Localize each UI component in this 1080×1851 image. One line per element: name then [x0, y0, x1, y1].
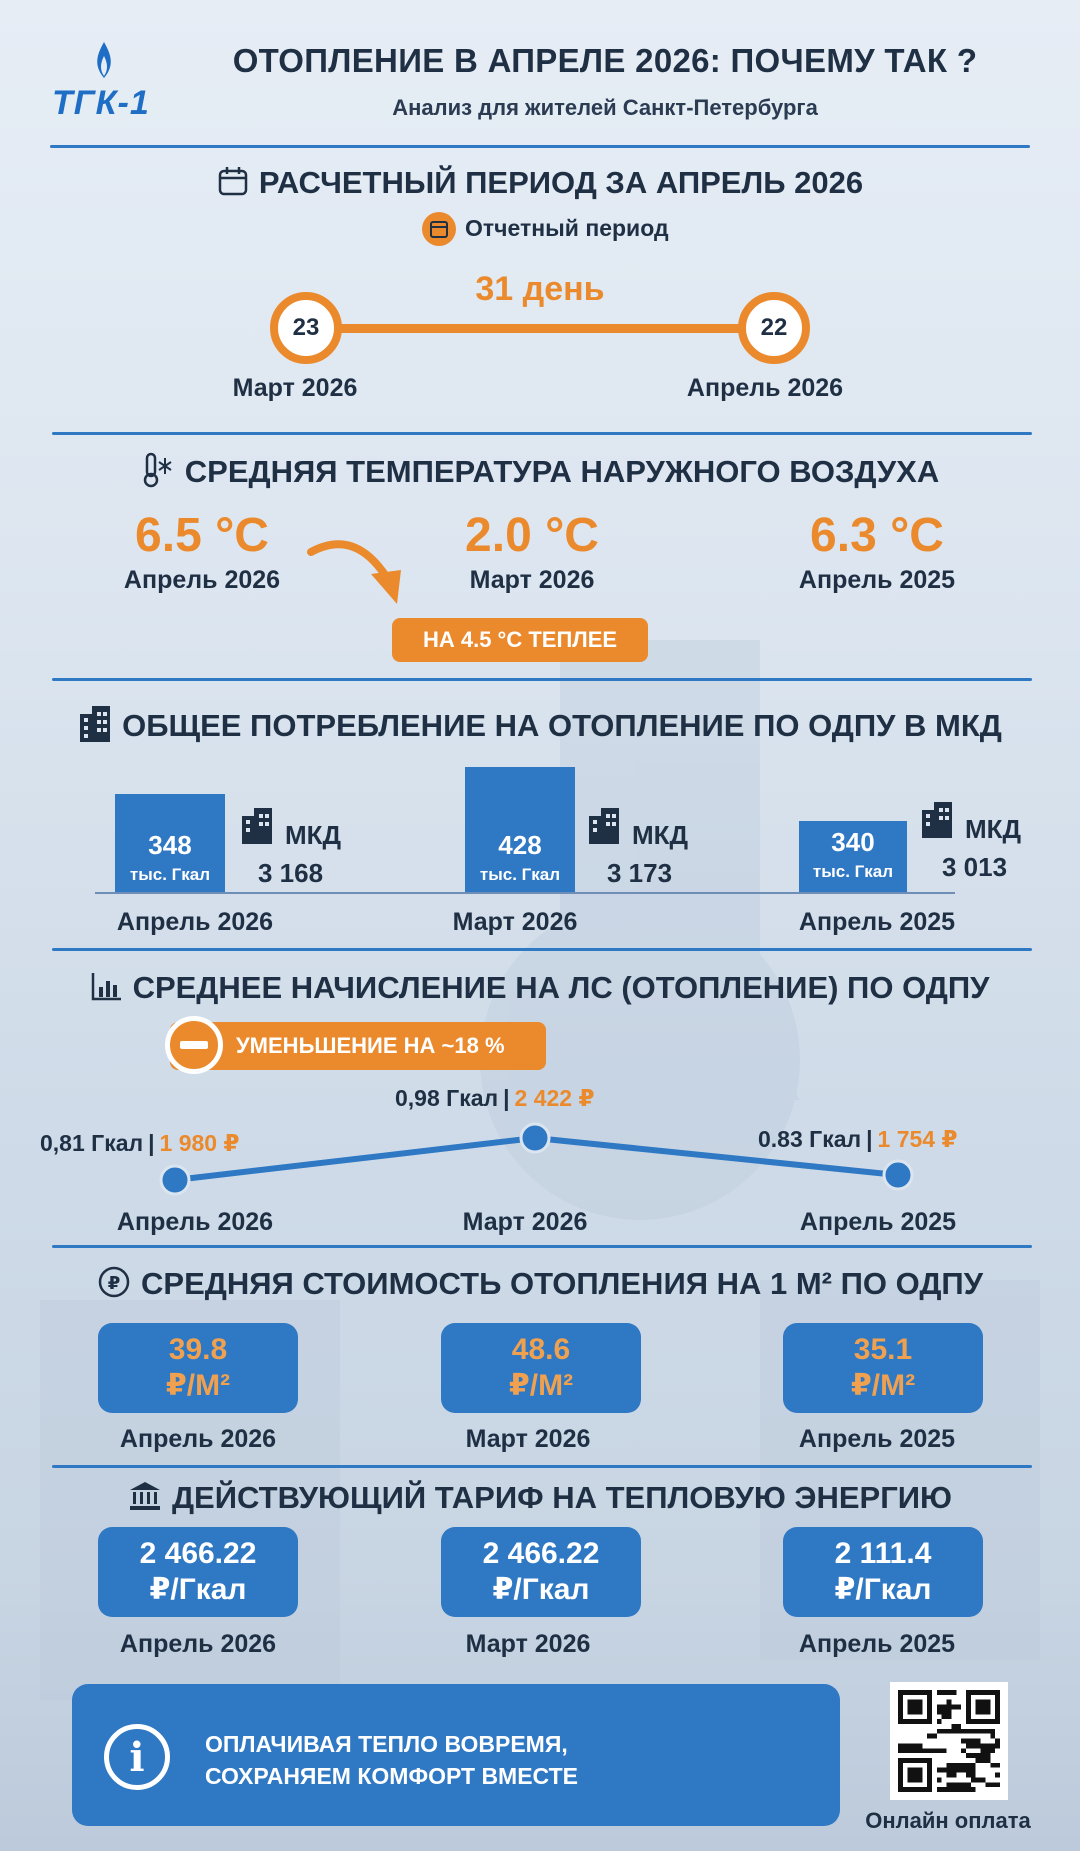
- consumption-label-mar2026: Март 2026: [452, 908, 578, 936]
- timeline-start-day: 23: [270, 292, 342, 364]
- temp-label-apr2025: Апрель 2025: [798, 566, 956, 594]
- consumption-bar-mar2026: 428 тыс. Гкал: [465, 767, 575, 892]
- tariff-label-mar2026: Март 2026: [465, 1630, 591, 1658]
- qr-code[interactable]: [890, 1682, 1008, 1800]
- cost-label-apr2025: Апрель 2025: [798, 1425, 956, 1453]
- temp-value-apr2026: 6.5 °C: [135, 509, 269, 562]
- temp-value-apr2025: 6.3 °C: [810, 509, 944, 562]
- temperature-section-title: СРЕДНЯЯ ТЕМПЕРАТУРА НАРУЖНОГО ВОЗДУХА: [0, 452, 1080, 496]
- logo-text: ТГК-1: [52, 84, 150, 122]
- ruble-icon: [97, 1265, 131, 1307]
- page-subtitle: Анализ для жителей Санкт-Петербурга: [392, 95, 818, 120]
- charge-point-label-apr2026: 0,81 Гкал | 1 980 ₽: [40, 1130, 240, 1156]
- cost-box-mar2026: 48.6 ₽/М²: [441, 1323, 641, 1413]
- consumption-label-apr2026: Апрель 2026: [116, 908, 274, 936]
- tariff-section-title: ДЕЙСТВУЮЩИЙ ТАРИФ НА ТЕПЛОВУЮ ЭНЕРГИЮ: [0, 1480, 1080, 1520]
- info-icon: i: [104, 1724, 170, 1790]
- temp-difference-badge: НА 4.5 °C ТЕПЛЕЕ: [392, 618, 648, 662]
- page-title: ОТОПЛЕНИЕ В АПРЕЛЕ 2026: ПОЧЕМУ ТАК ?: [232, 42, 978, 79]
- tariff-box-apr2026: 2 466.22 ₽/Гкал: [98, 1527, 298, 1617]
- qr-label: Онлайн оплата: [865, 1808, 1031, 1833]
- footer-message: ОПЛАЧИВАЯ ТЕПЛО ВОВРЕМЯ, СОХРАНЯЕМ КОМФОРТ ВМЕСТЕ: [205, 1731, 578, 1789]
- timeline-end-month: Апрель 2026: [686, 374, 844, 402]
- mkd-count-apr2026: 3 168: [258, 858, 324, 888]
- consumption-section-title: ОБЩЕЕ ПОТРЕБЛЕНИЕ НА ОТОПЛЕНИЕ ПО ОДПУ В МКД: [0, 704, 1080, 752]
- charge-point-1: [521, 1124, 549, 1152]
- divider: [52, 1465, 1032, 1468]
- consumption-bar-apr2025: 340 тыс. Гкал: [799, 821, 907, 892]
- mkd-count-mar2026: 3 173: [607, 858, 673, 888]
- cost-box-apr2026: 39.8 ₽/М²: [98, 1323, 298, 1413]
- mkd-count-apr2025: 3 013: [942, 852, 1008, 882]
- cost-label-apr2026: Апрель 2026: [119, 1425, 277, 1453]
- mkd-label: МКД: [285, 820, 342, 850]
- consumption-label-apr2025: Апрель 2025: [798, 908, 956, 936]
- period-days: 31 день: [475, 270, 605, 308]
- cost-box-apr2025: 35.1 ₽/М²: [783, 1323, 983, 1413]
- period-badge-label: Отчетный период: [465, 215, 669, 241]
- tariff-label-apr2026: Апрель 2026: [119, 1630, 277, 1658]
- charge-point-2: [884, 1161, 912, 1189]
- cost-label-mar2026: Март 2026: [465, 1425, 591, 1453]
- timeline-start-month: Март 2026: [232, 374, 358, 402]
- charge-label-apr2026: Апрель 2026: [116, 1208, 274, 1236]
- charge-point-label-mar2026: 0,98 Гкал | 2 422 ₽: [395, 1085, 595, 1111]
- temp-label-mar2026: Март 2026: [469, 566, 595, 594]
- reduction-badge: УМЕНЬШЕНИЕ НА ~18 %: [170, 1022, 546, 1070]
- svg-text:₽: ₽: [107, 1273, 121, 1294]
- bank-icon: [128, 1480, 162, 1520]
- tariff-box-mar2026: 2 466.22 ₽/Гкал: [441, 1527, 641, 1617]
- charge-label-mar2026: Март 2026: [462, 1208, 588, 1236]
- mkd-label: МКД: [632, 820, 689, 850]
- consumption-bar-apr2026: 348 тыс. Гкал: [115, 794, 225, 892]
- charge-section-title: СРЕДНЕЕ НАЧИСЛЕНИЕ НА ЛС (ОТОПЛЕНИЕ) ПО ОДПУ: [0, 970, 1080, 1009]
- cost-section-title: ₽ СРЕДНЯЯ СТОИМОСТЬ ОТОПЛЕНИЯ НА 1 М² ПО ОДПУ: [0, 1265, 1080, 1307]
- temp-value-mar2026: 2.0 °C: [465, 509, 599, 562]
- divider: [52, 1245, 1032, 1248]
- timeline-end-day: 22: [738, 292, 810, 364]
- mkd-label: МКД: [965, 814, 1022, 844]
- charge-point-label-apr2025: 0.83 Гкал | 1 754 ₽: [758, 1126, 958, 1152]
- temp-label-apr2026: Апрель 2026: [123, 566, 281, 594]
- charge-label-apr2025: Апрель 2025: [799, 1208, 957, 1236]
- tariff-label-apr2025: Апрель 2025: [798, 1630, 956, 1658]
- tariff-box-apr2025: 2 111.4 ₽/Гкал: [783, 1527, 983, 1617]
- period-section-title: РАСЧЕТНЫЙ ПЕРИОД ЗА АПРЕЛЬ 2026: [0, 165, 1080, 205]
- charge-point-0: [161, 1166, 189, 1194]
